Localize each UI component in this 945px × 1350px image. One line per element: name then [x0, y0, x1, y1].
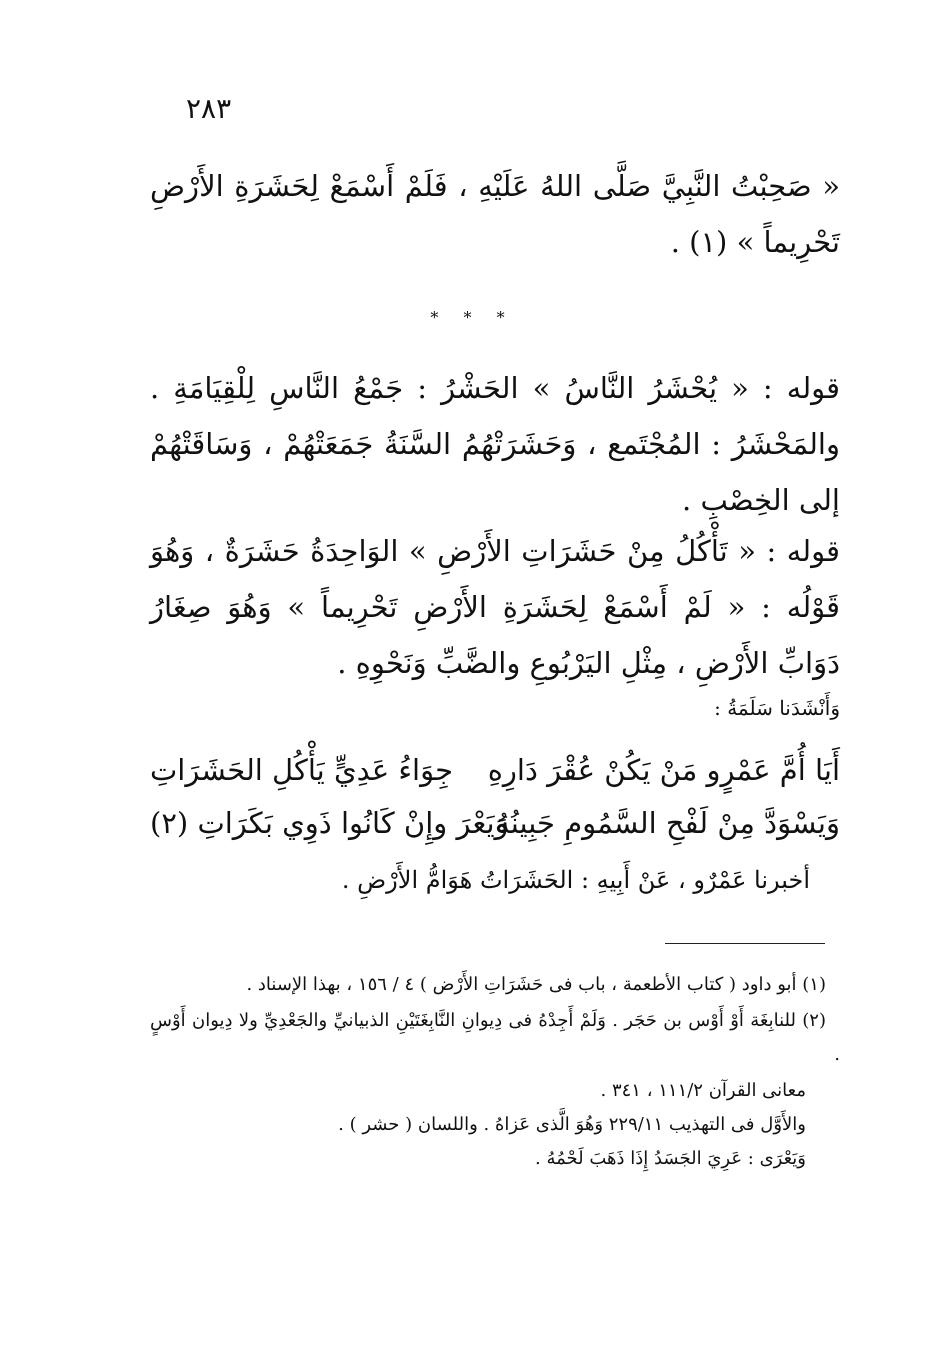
footnotes	[150, 968, 840, 1176]
hadith-quote: « صَحِبْتُ النَّبِيَّ صَلَّى اللهُ عَلَيْهِ ، فَلَمْ أَسْمَعْ لِحَشَرَةِ الأَرْضِ تَحْرِيماً » (١) .	[150, 169, 840, 259]
footnote-2: (٢) للنابِغَة أَوْ أَوْس بن حَجَر . وَلَمْ أَجِدْهُ فى دِيوانِ النَّابِغَتَيْنِ الذبيانيِّ والجَعْدِيِّ ولا دِيوان أَوْسٍ .	[150, 1010, 840, 1065]
narration-line: أخبرنا عَمْرٌو ، عَنْ أَبِيهِ : الحَشَرَاتُ هَوَامُّ الأَرْضِ .	[341, 866, 810, 894]
footnote-2-gloss: وَيَعْرَى : عَرِيَ الجَسَدُ إِذَا ذَهَبَ لَحْمُهُ .	[535, 1148, 806, 1169]
paragraph-hasharat: قوله : « تَأْكُلُ مِنْ حَشَرَاتِ الأَرْضِ » الوَاحِدَةُ حَشَرَةٌ ، وَهُوَ قَوْلُه : « لَمْ أَسْمَعْ لِحَشَرَةِ الأَرْضِ تَحْرِيماً » وَهُوَ صِغَارُ دَوَابِّ الأَرْضِ ، مِثْلِ اليَرْبُوعِ والضَّبِّ وَنَحْوِهِ .	[150, 534, 840, 680]
footnote-2-ref-tahdhib: والأَوَّل فى التهذيب ٢٢٩/١١ وَهُوَ الَّذى عَزاهُ . واللسان ( حشر ) .	[338, 1114, 806, 1135]
footnote-divider	[665, 943, 825, 944]
verse-first-hemistich: وَيَسْوَدَّ مِنْ لَفْحِ السَّمُومِ جَبِينُهُ	[495, 806, 840, 840]
poem-intro: وَأَنْشَدَنا سَلَمَةُ :	[714, 696, 840, 720]
footnote-2-ref-maani: معانى القرآن ١١١/٢ ، ٣٤١ .	[600, 1080, 806, 1101]
paragraph-yuhshar: قوله : « يُحْشَرُ النَّاسُ » الحَشْرُ : جَمْعُ النَّاسِ لِلْقِيَامَةِ . والمَحْشَرُ : المُجْتَمع ، وَحَشَرَتْهُمُ السَّنَةُ جَمَعَتْهُمْ ، وَسَاقَتْهُمْ إلى الخِصْبِ .	[150, 371, 840, 517]
footnote-1: (١) أبو داود ( كتاب الأطعمة ، باب فى حَشَرَاتِ الأَرْض ) ٤ / ١٥٦ ، بهذا الإسناد .	[246, 974, 826, 995]
verse-first-hemistich: أَيَا أُمَّ عَمْرٍو مَنْ يَكُنْ عُقْرَ دَارِهِ	[487, 753, 840, 787]
verse-second-hemistich: جِوَاءُ عَدِيٍّ يَأْكُلِ الحَشَرَاتِ	[150, 753, 453, 787]
section-separator: * * *	[430, 308, 515, 327]
verse-second-hemistich: وَيَعْرَ وإِنْ كَانُوا ذَوِي بَكَرَاتِ (٢)	[150, 806, 509, 840]
page-number: ٢٨٣	[186, 92, 232, 125]
